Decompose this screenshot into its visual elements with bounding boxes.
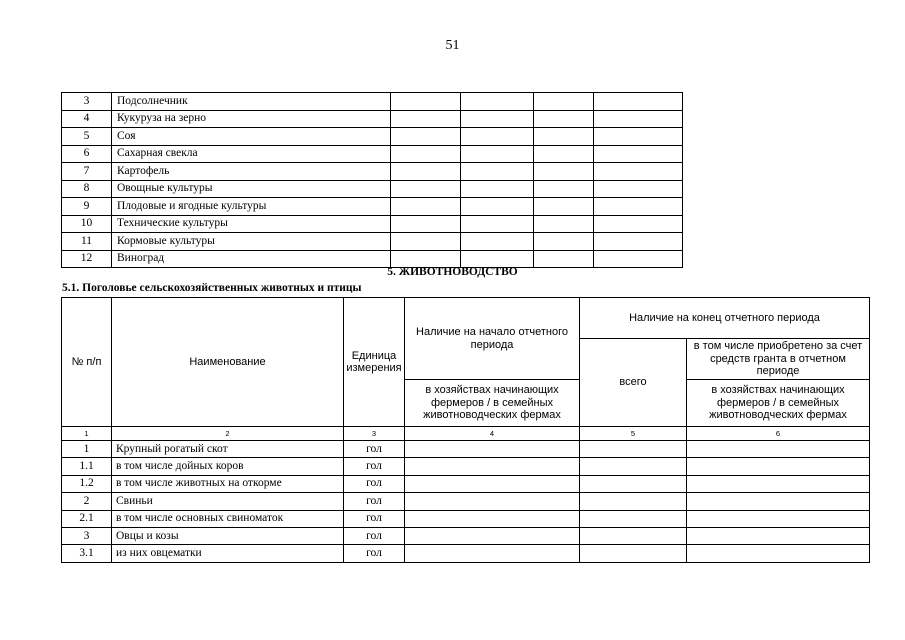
crop-row-empty-cell — [534, 250, 594, 268]
livestock-row-empty-cell — [405, 510, 580, 527]
crop-row-empty-cell — [594, 250, 683, 268]
crop-row-empty-cell — [391, 110, 461, 128]
crop-row-name: Картофель — [112, 163, 391, 181]
column-number: 4 — [405, 427, 580, 441]
livestock-row-name: в том числе животных на откорме — [112, 475, 344, 492]
crop-row-empty-cell — [461, 250, 534, 268]
livestock-row-name: из них овцематки — [112, 545, 344, 562]
livestock-row-empty-cell — [580, 475, 687, 492]
crop-row-empty-cell — [534, 233, 594, 251]
crop-row-empty-cell — [594, 215, 683, 233]
column-number-row — [62, 427, 870, 441]
crop-row-empty-cell — [594, 233, 683, 251]
crop-row-number: 7 — [62, 163, 112, 181]
crop-row — [62, 110, 683, 128]
crop-row-empty-cell — [461, 180, 534, 198]
crop-row-empty-cell — [391, 198, 461, 216]
page-number: 51 — [445, 38, 460, 53]
crop-row — [62, 145, 683, 163]
crop-row-empty-cell — [461, 163, 534, 181]
crop-row-empty-cell — [534, 180, 594, 198]
livestock-row — [62, 527, 870, 544]
crop-row-empty-cell — [534, 198, 594, 216]
crop-row-empty-cell — [461, 110, 534, 128]
livestock-row-empty-cell — [687, 510, 870, 527]
crop-row-number: 9 — [62, 198, 112, 216]
crop-row-number: 12 — [62, 250, 112, 268]
livestock-row-number: 3 — [62, 527, 112, 544]
crop-row-empty-cell — [461, 198, 534, 216]
crop-row-number: 8 — [62, 180, 112, 198]
crop-row-empty-cell — [391, 233, 461, 251]
crop-row — [62, 215, 683, 233]
crop-row-empty-cell — [391, 128, 461, 146]
crop-row-number: 10 — [62, 215, 112, 233]
livestock-row — [62, 510, 870, 527]
livestock-row-empty-cell — [580, 545, 687, 562]
column-number: 6 — [687, 427, 870, 441]
header-start-period: Наличие на начало отчетного периода — [405, 298, 580, 380]
livestock-row-number: 3.1 — [62, 545, 112, 562]
livestock-row-unit: гол — [344, 475, 405, 492]
crop-row-number: 3 — [62, 93, 112, 111]
livestock-row-name: Свиньи — [112, 493, 344, 510]
livestock-row-empty-cell — [687, 458, 870, 475]
crop-row-empty-cell — [594, 128, 683, 146]
crop-row-empty-cell — [534, 215, 594, 233]
header-name: Наименование — [112, 298, 344, 427]
livestock-row-unit: гол — [344, 441, 405, 458]
livestock-row-empty-cell — [687, 527, 870, 544]
crop-row-name: Технические культуры — [112, 215, 391, 233]
crop-row-empty-cell — [461, 145, 534, 163]
crop-row-empty-cell — [594, 93, 683, 111]
crop-row-empty-cell — [391, 145, 461, 163]
crop-row-name: Плодовые и ягодные культуры — [112, 198, 391, 216]
livestock-row-unit: гол — [344, 458, 405, 475]
crop-row-empty-cell — [391, 250, 461, 268]
livestock-row-unit: гол — [344, 545, 405, 562]
livestock-row-empty-cell — [580, 493, 687, 510]
header-grant-sub: в хозяйствах начинающих фермеров / в семейных животноводческих фермах — [687, 380, 870, 427]
livestock-row — [62, 441, 870, 458]
livestock-row-unit: гол — [344, 510, 405, 527]
crop-row-number: 11 — [62, 233, 112, 251]
crop-row-empty-cell — [594, 145, 683, 163]
livestock-row-name: Крупный рогатый скот — [112, 441, 344, 458]
livestock-row-number: 1.2 — [62, 475, 112, 492]
crop-row-empty-cell — [594, 110, 683, 128]
crop-row-number: 5 — [62, 128, 112, 146]
crop-row-empty-cell — [534, 128, 594, 146]
crop-row-empty-cell — [391, 93, 461, 111]
livestock-row-number: 1 — [62, 441, 112, 458]
livestock-row-empty-cell — [405, 475, 580, 492]
livestock-row-number: 2.1 — [62, 510, 112, 527]
livestock-row — [62, 493, 870, 510]
livestock-row-empty-cell — [580, 510, 687, 527]
crop-row-name: Виноград — [112, 250, 391, 268]
crop-row-empty-cell — [534, 110, 594, 128]
crop-row-empty-cell — [461, 93, 534, 111]
livestock-row-name: в том числе основных свиноматок — [112, 510, 344, 527]
header-end-period: Наличие на конец отчетного периода — [580, 298, 870, 339]
header-num: № п/п — [62, 298, 112, 427]
crop-row-empty-cell — [534, 163, 594, 181]
crop-row — [62, 93, 683, 111]
crop-row-empty-cell — [461, 233, 534, 251]
crop-table — [61, 92, 683, 268]
livestock-row-unit: гол — [344, 527, 405, 544]
crop-row-empty-cell — [534, 93, 594, 111]
crop-row — [62, 128, 683, 146]
crop-row-empty-cell — [534, 145, 594, 163]
crop-row-number: 4 — [62, 110, 112, 128]
crop-row — [62, 250, 683, 268]
livestock-row-number: 2 — [62, 493, 112, 510]
livestock-row-name: Овцы и козы — [112, 527, 344, 544]
column-number: 1 — [62, 427, 112, 441]
livestock-row-unit: гол — [344, 493, 405, 510]
crop-row-empty-cell — [391, 163, 461, 181]
livestock-row-empty-cell — [687, 545, 870, 562]
crop-row — [62, 163, 683, 181]
livestock-row-empty-cell — [580, 458, 687, 475]
column-number: 5 — [580, 427, 687, 441]
crop-row — [62, 180, 683, 198]
livestock-table — [61, 297, 870, 563]
crop-row-name: Сахарная свекла — [112, 145, 391, 163]
header-start-sub: в хозяйствах начинающих фермеров / в семейных животноводческих фермах — [405, 380, 580, 427]
header-grant-purchased: в том числе приобретено за счет средств гранта в отчетном периоде — [687, 339, 870, 380]
livestock-row-number: 1.1 — [62, 458, 112, 475]
subsection-title: 5.1. Поголовье сельскохозяйственных животных и птицы — [62, 282, 362, 294]
header-unit: Единица измерения — [344, 298, 405, 427]
livestock-row-empty-cell — [405, 493, 580, 510]
column-number: 2 — [112, 427, 344, 441]
crop-row-empty-cell — [594, 198, 683, 216]
crop-row-empty-cell — [391, 180, 461, 198]
livestock-row — [62, 545, 870, 562]
livestock-row-empty-cell — [580, 527, 687, 544]
crop-row-empty-cell — [391, 215, 461, 233]
crop-row-name: Подсолнечник — [112, 93, 391, 111]
livestock-row — [62, 458, 870, 475]
section-title: 5. ЖИВОТНОВОДСТВО — [387, 266, 518, 278]
crop-row-name: Кукуруза на зерно — [112, 110, 391, 128]
crop-row-name: Соя — [112, 128, 391, 146]
crop-row-name: Кормовые культуры — [112, 233, 391, 251]
crop-row-number: 6 — [62, 145, 112, 163]
column-number: 3 — [344, 427, 405, 441]
crop-row — [62, 198, 683, 216]
crop-row-empty-cell — [594, 163, 683, 181]
header-total: всего — [580, 339, 687, 427]
crop-row-name: Овощные культуры — [112, 180, 391, 198]
livestock-row-empty-cell — [405, 441, 580, 458]
livestock-row-empty-cell — [405, 545, 580, 562]
livestock-row-empty-cell — [687, 441, 870, 458]
livestock-row-empty-cell — [580, 441, 687, 458]
livestock-row-empty-cell — [687, 493, 870, 510]
crop-row-empty-cell — [461, 215, 534, 233]
livestock-row — [62, 475, 870, 492]
livestock-row-empty-cell — [687, 475, 870, 492]
livestock-row-name: в том числе дойных коров — [112, 458, 344, 475]
crop-row-empty-cell — [594, 180, 683, 198]
livestock-row-empty-cell — [405, 527, 580, 544]
crop-row-empty-cell — [461, 128, 534, 146]
livestock-row-empty-cell — [405, 458, 580, 475]
crop-row — [62, 233, 683, 251]
